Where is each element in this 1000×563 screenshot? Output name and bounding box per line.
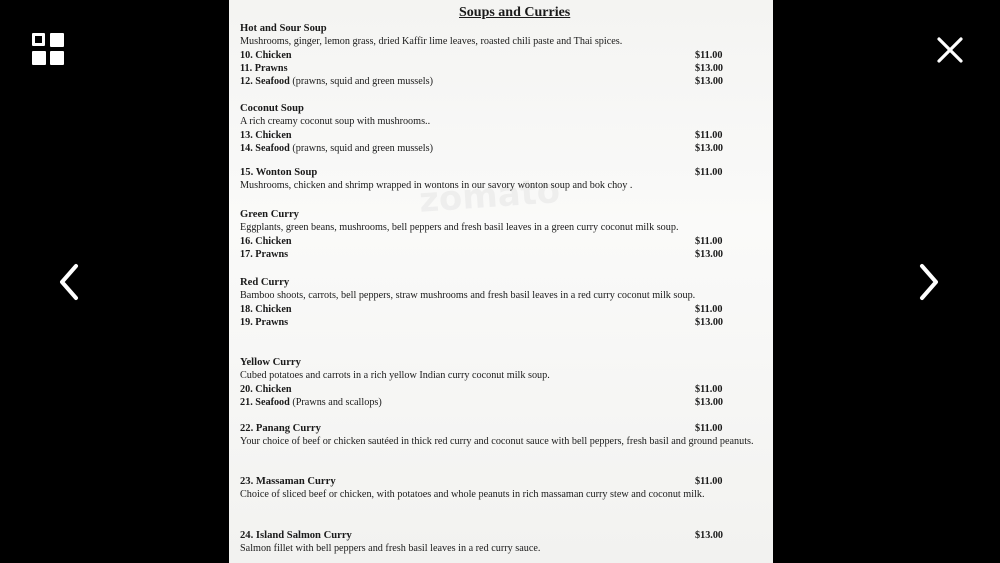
menu-item: [240, 129, 760, 142]
menu-title: Soups and Curries: [459, 5, 571, 20]
item-price: $13.00: [695, 248, 724, 260]
menu-item: [240, 142, 760, 155]
section-title-row: [240, 529, 760, 542]
close-icon[interactable]: [933, 33, 967, 67]
section-description: Mushrooms, ginger, lemon grass, dried Kaffir lime leaves, roasted chili paste and Thai spices.: [240, 36, 623, 48]
section-title-row: [240, 475, 760, 488]
menu-item: [240, 396, 760, 409]
item-price: $13.00: [695, 62, 724, 74]
section-description: Mushrooms, chicken and shrimp wrapped in wontons in our savory wonton soup and bok choy .: [240, 180, 633, 192]
menu-item: [240, 49, 760, 62]
menu-item: [240, 303, 760, 316]
section-title: Yellow Curry: [240, 357, 301, 368]
section-title: Hot and Sour Soup: [240, 23, 327, 34]
item-price: $11.00: [695, 235, 723, 247]
section-description: A rich creamy coconut soup with mushrooms..: [240, 116, 431, 128]
chevron-left-icon[interactable]: [54, 262, 84, 302]
item-name: 21. Seafood: [240, 396, 290, 408]
item-note: (prawns, squid and green mussels): [289, 142, 433, 154]
menu-section: [240, 422, 760, 449]
item-price: $11.00: [695, 383, 723, 395]
item-price: $11.00: [695, 476, 723, 487]
item-price: $13.00: [695, 396, 724, 408]
item-name: 16. Chicken: [240, 235, 292, 247]
section-title: 22. Panang Curry: [240, 423, 321, 434]
section-title-row: [240, 166, 760, 179]
menu-item: [240, 383, 760, 396]
menu-item: [240, 316, 760, 329]
menu-section: [240, 475, 760, 502]
item-name: 13. Chicken: [240, 129, 292, 141]
item-name: 14. Seafood: [240, 142, 290, 154]
section-title-row: [240, 422, 760, 435]
section-title: Green Curry: [240, 209, 299, 220]
item-note: (Prawns and scallops): [289, 396, 382, 408]
menu-section: [240, 102, 760, 155]
item-price: $11.00: [695, 129, 723, 141]
item-name: 10. Chicken: [240, 49, 292, 61]
item-name: 18. Chicken: [240, 303, 292, 315]
menu-item: [240, 75, 760, 88]
section-description: Choice of sliced beef or chicken, with potatoes and whole peanuts in rich massaman curry stew and coconut milk.: [240, 489, 705, 501]
section-description: Your choice of beef or chicken sautéed in thick red curry and coconut sauce with bell peppers, fresh basil and ground peanuts.: [240, 436, 754, 448]
menu-section: [240, 529, 760, 556]
section-title: 15. Wonton Soup: [240, 167, 318, 178]
menu-section: [240, 276, 760, 329]
item-name: 12. Seafood: [240, 76, 290, 88]
menu-section: [240, 22, 760, 88]
item-price: $11.00: [695, 303, 723, 315]
menu-section: [240, 356, 760, 409]
section-description: Bamboo shoots, carrots, bell peppers, straw mushrooms and fresh basil leaves in a red curry coconut milk soup.: [240, 290, 696, 302]
section-description: Cubed potatoes and carrots in a rich yellow Indian curry coconut milk soup.: [240, 370, 550, 382]
item-name: 20. Chicken: [240, 383, 292, 395]
menu-photo: [229, 0, 773, 563]
item-name: 19. Prawns: [240, 316, 289, 328]
item-price: $11.00: [695, 167, 723, 178]
item-price: $13.00: [695, 142, 724, 154]
section-description: Salmon fillet with bell peppers and fresh basil leaves in a red curry sauce.: [240, 543, 541, 555]
item-price: $13.00: [695, 316, 724, 328]
section-title: 23. Massaman Curry: [240, 476, 336, 487]
menu-item: [240, 235, 760, 248]
section-title: 24. Island Salmon Curry: [240, 530, 352, 541]
menu-section: [240, 208, 760, 261]
section-title: Coconut Soup: [240, 103, 304, 114]
chevron-right-icon[interactable]: [914, 262, 944, 302]
item-name: 11. Prawns: [240, 62, 288, 74]
menu-item: [240, 248, 760, 261]
menu-section: [240, 166, 760, 193]
item-price: $11.00: [695, 49, 723, 61]
section-title: Red Curry: [240, 277, 290, 288]
section-description: Eggplants, green beans, mushrooms, bell peppers and fresh basil leaves in a green curry coconut milk soup.: [240, 222, 679, 234]
item-note: (prawns, squid and green mussels): [289, 76, 433, 88]
item-price: $11.00: [695, 423, 723, 434]
menu-item: [240, 62, 760, 75]
grid-icon[interactable]: [31, 32, 67, 68]
item-price: $13.00: [695, 76, 724, 88]
item-name: 17. Prawns: [240, 248, 289, 260]
item-price: $13.00: [695, 530, 724, 541]
